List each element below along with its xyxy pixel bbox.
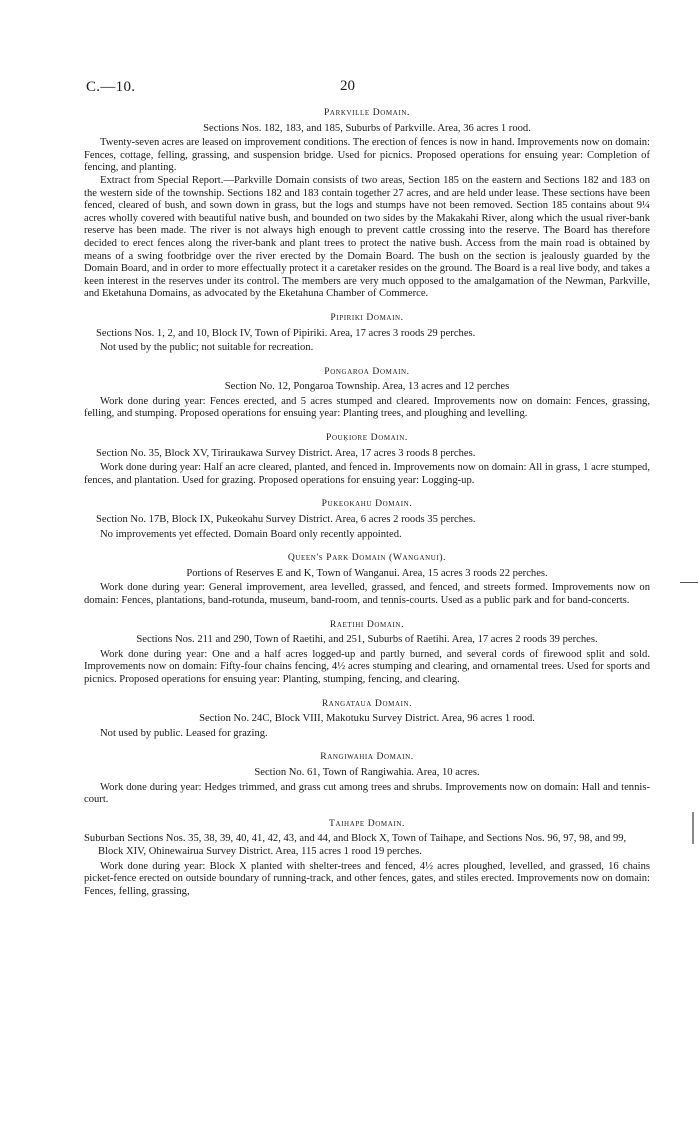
- domain-entry-pongaroa: [84, 366, 650, 421]
- domain-entry-rangataua: [84, 698, 650, 741]
- domain-paragraph: No improvements yet effected. Domain Board only recently appointed.: [100, 528, 402, 540]
- domain-entry-pukeokahu: [84, 498, 650, 541]
- domain-section-line: Sections Nos. 211 and 290, Town of Raetihi, and 251, Suburbs of Raetihi. Area, 17 acres 2 roods 39 perches.: [136, 634, 598, 646]
- page-number: 20: [340, 78, 355, 94]
- domain-entry-queens-park: [84, 552, 650, 607]
- domain-title: Raetihi Domain.: [329, 618, 405, 630]
- domain-section-line: Section No. 17B, Block IX, Pukeokahu Survey District. Area, 6 acres 2 roods 35 perches.: [96, 514, 476, 526]
- domain-title: Rangataua Domain.: [321, 697, 413, 709]
- domain-paragraph: Not used by the public; not suitable for recreation.: [100, 342, 314, 354]
- domain-paragraph: Work done during year: One and a half acres logged-up and partly burned, and several cords of firewood split and sold. Improvements now on domain: Fifty-four chains fencing, 4½ acres stumping and clearing, and ornamental trees. Used for sports and picnics. Proposed operations for ensuing year: Planting, stumping, fencing, and clearing.: [84, 648, 650, 685]
- margin-mark: [692, 812, 694, 844]
- domain-paragraph: Twenty-seven acres are leased on improvement conditions. The erection of fences is now in hand. Improvements now on domain: Fences, cottage, felling, grassing, and suspension bridge. Used for picnics. Proposed operations for ensuing year: Completion of fencing, and planting.: [84, 137, 650, 174]
- domain-entry-pouķiore: [84, 432, 650, 487]
- domain-section-line: Section No. 35, Block XV, Tiriraukawa Survey District. Area, 17 acres 3 roods 8 perches.: [96, 447, 476, 459]
- report-reference: C.—10.: [86, 79, 136, 95]
- domain-section-line: Section No. 61, Town of Rangiwahia. Area, 10 acres.: [254, 766, 480, 778]
- domain-title: Rangiwahia Domain.: [320, 751, 414, 763]
- domain-paragraph: Work done during year: Hedges trimmed, and grass cut among trees and shrubs. Improvements now on domain: Hall and tennis-court.: [84, 781, 650, 806]
- domain-entry-parkville: [84, 107, 650, 301]
- domain-paragraph: Work done during year: Fences erected, and 5 acres stumped and cleared. Improvements now on domain: Fences, grassing, felling, and stumping. Proposed operations for ensuing year: Planting trees, and ploughing and levelling.: [84, 395, 650, 420]
- domain-section-line: Section No. 24C, Block VIII, Makotuku Survey District. Area, 96 acres 1 rood.: [199, 713, 535, 725]
- domain-entry-rangiwahia: [84, 751, 650, 806]
- domain-paragraph: Work done during year: General improvement, area levelled, grassed, and fenced, and streets formed. Improvements now on domain: Fences, plantations, band-rotunda, museum, band-room, and tennis-courts. Used as a public park and for band-concerts.: [84, 582, 650, 606]
- domain-entry-pipiriki: [84, 312, 650, 355]
- domain-title: Pipiriki Domain.: [330, 311, 404, 323]
- margin-mark: [680, 582, 698, 583]
- domain-entry-taihape: [84, 818, 650, 899]
- domain-paragraph: Work done during year: Block X planted with shelter-trees and fenced, 4½ acres ploughed, levelled, and grassed, 16 chains picket-fence erected on outside boundary of running-track, and other fences, gates, and stiles erected. Improvements now on domain: Fences, felling, grassing,: [84, 860, 650, 897]
- domain-section-line: Sections Nos. 1, 2, and 10, Block IV, Town of Pipiriki. Area, 17 acres 3 roods 29 perches.: [96, 327, 476, 339]
- domain-title: Queen's Park Domain (Wanganui).: [287, 552, 447, 564]
- domain-title: Parkville Domain.: [324, 107, 410, 118]
- domain-title: Taihape Domain.: [329, 817, 405, 829]
- domain-section-line: Suburban Sections Nos. 35, 38, 39, 40, 41, 42, 43, and 44, and Block X, Town of Taihape, and Sections Nos. 96, 97, 98, and 99, Block XIV, Ohinewairua Survey District. Area, 115 acres 1 rood 19 perches.: [84, 833, 627, 857]
- domain-section-line: Portions of Reserves E and K, Town of Wanganui. Area, 15 acres 3 roods 22 perches.: [186, 567, 548, 579]
- domain-title: Pongaroa Domain.: [324, 365, 410, 377]
- domain-paragraph: Not used by public. Leased for grazing.: [100, 727, 268, 739]
- domain-section-line: Sections Nos. 182, 183, and 185, Suburbs of Parkville. Area, 36 acres 1 rood.: [203, 122, 531, 134]
- domain-title: Pukeokahu Domain.: [321, 498, 413, 510]
- page-content: [84, 107, 650, 909]
- domain-entry-raetihi: [84, 619, 650, 687]
- domain-section-line: Section No. 12, Pongaroa Township. Area, 13 acres and 12 perches: [224, 381, 510, 393]
- domain-title: Pouķiore Domain.: [326, 432, 408, 444]
- domain-paragraph: Work done during year: Half an acre cleared, planted, and fenced in. Improvements now on domain: All in grass, 1 acre stumped, fences, and plantation. Used for grazing. Proposed operations for ensuing year: Logging-up.: [84, 462, 650, 486]
- special-report-paragraph: Extract from Special Report.—Parkville Domain consists of two areas, Section 185 on the eastern and Sections 182 and 183 on the western side of the township. Sections 182 and 183 contain together 27 acres, and are held under lease. These sections have been fenced, cleared of bush, and sown down in grass, but the logs and stumps have not been removed. Section 185 contains about 9¼ acres wholly covered with beautiful native bush, and bounded on two sides by the Makakahi River, along which the usual river-bank reserve has been made. The river is not always high enough to prevent cattle crossing into the reserve. The Board has therefore decided to erect fences along the river-bank and plant trees to protect the native bush. Access from the main road is obtained by means of a swing footbridge over the river erected by the Domain Board. The bush on the section is jealously guarded by the Domain Board, and in order to more effectually protect it a caretaker resides on the ground. The Board is a real live body, and takes a keen interest in the reserves under its control. The members are very much opposed to the amalgamation of the Newman, Parkville, and Eketahuna Domains, as advocated by the Eketahuna Chamber of Commerce.: [84, 174, 650, 300]
